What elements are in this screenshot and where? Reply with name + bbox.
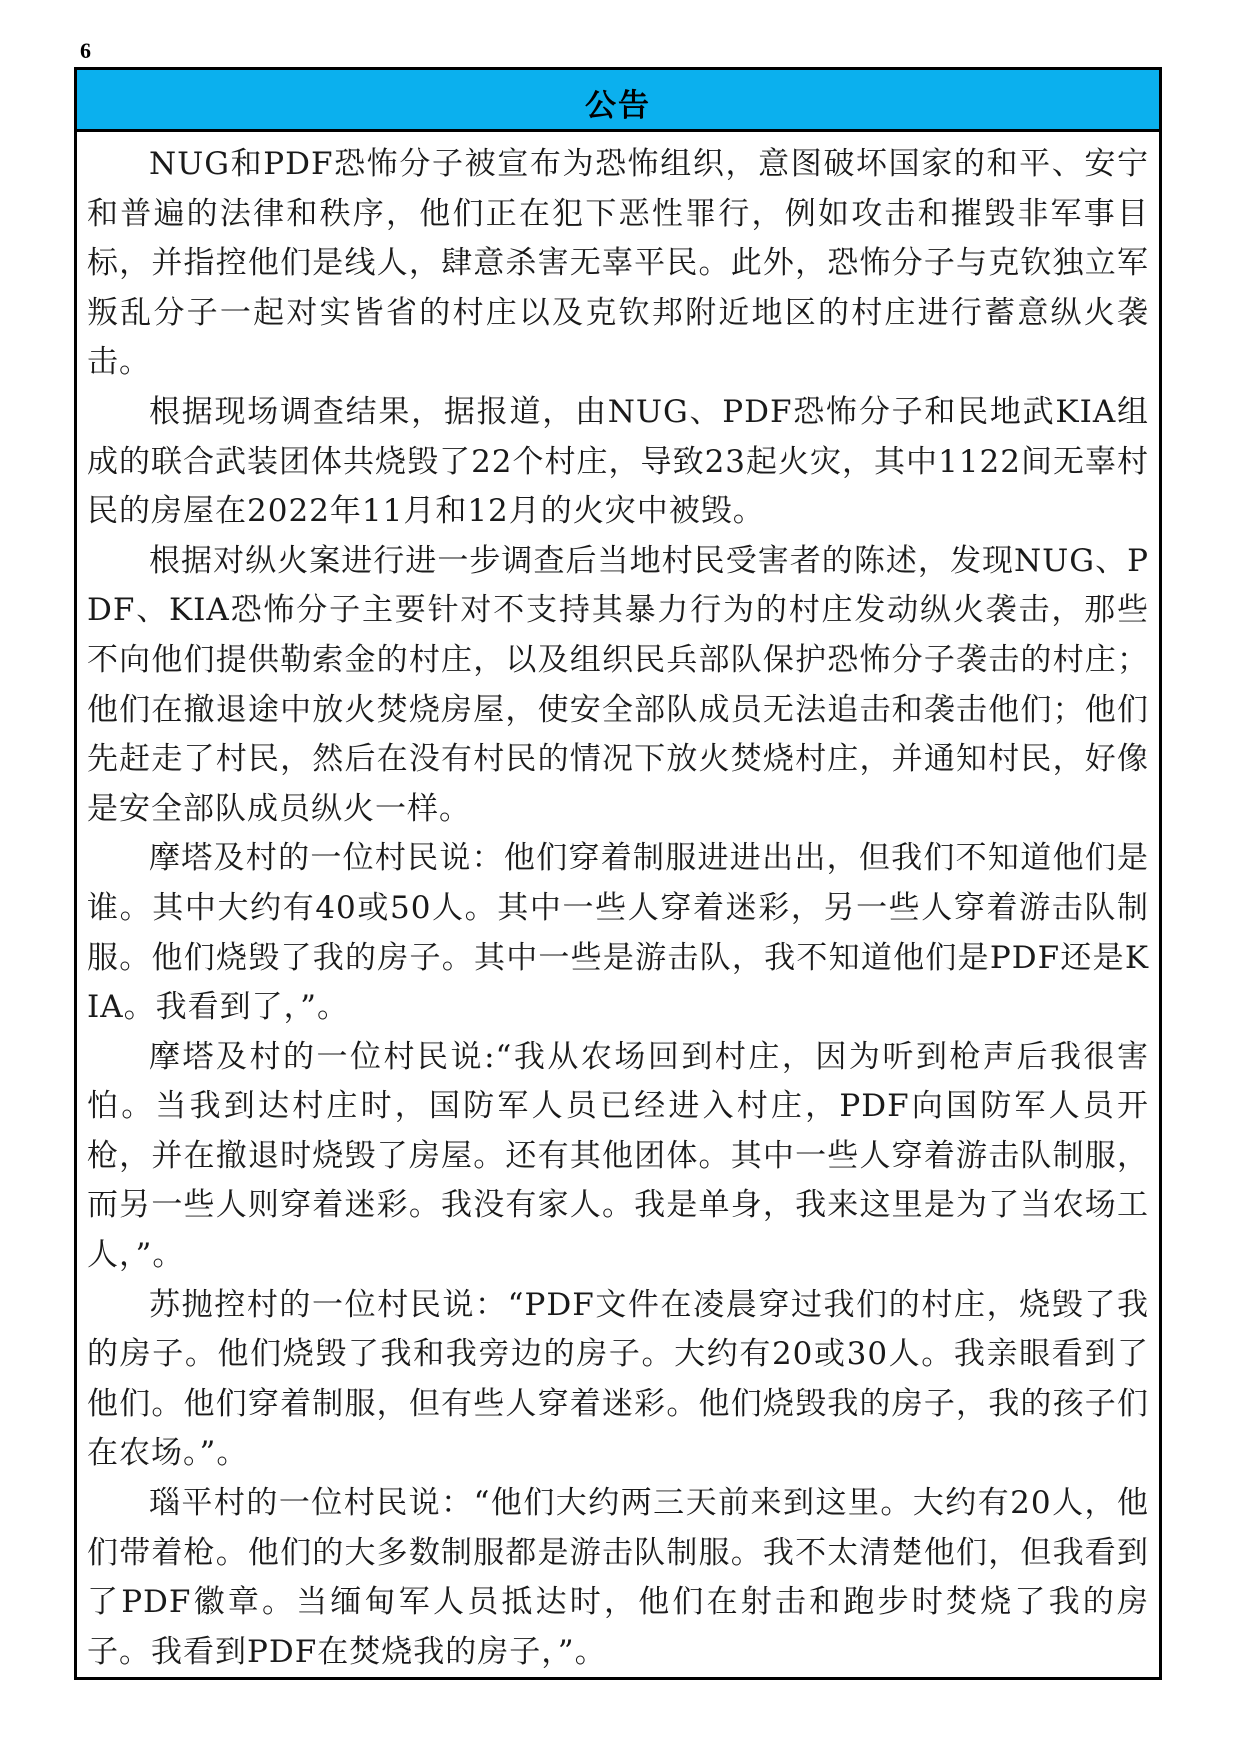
announcement-title: 公告: [585, 88, 651, 124]
paragraph: 摩塔及村的一位村民说：他们穿着制服进进出出，但我们不知道他们是谁。其中大约有40或50人。其中一些人穿着迷彩，另一些人穿着游击队制服。他们烧毁了我的房子。其中一些是游击队，我不知道他们是PDF还是KIA。我看到了，”。: [87, 840, 1149, 1026]
paragraph: NUG和PDF恐怖分子被宣布为恐怖组织，意图破坏国家的和平、安宁和普遍的法律和秩序，他们正在犯下恶性罪行，例如攻击和摧毁非军事目标，并指控他们是线人，肆意杀害无辜平民。此外，恐怖分子与克钦独立军叛乱分子一起对实皆省的村庄以及克钦邦附近地区的村庄进行蓄意纵火袭击。: [87, 146, 1149, 381]
paragraph: 苏抛控村的一位村民说：“PDF文件在凌晨穿过我们的村庄，烧毁了我的房子。他们烧毁了我和我旁边的房子。大约有20或30人。我亲眼看到了他们。他们穿着制服，但有些人穿着迷彩。他们烧毁我的房子，我的孩子们在农场。”。: [87, 1286, 1149, 1472]
announcement-header-bar: [77, 70, 1159, 132]
announcement-frame: [74, 67, 1162, 1680]
page-number: 6: [80, 38, 91, 63]
paragraph: 根据对纵火案进行进一步调查后当地村民受害者的陈述，发现NUG、PDF、KIA恐怖分子主要针对不支持其暴力行为的村庄发动纵火袭击，那些不向他们提供勒索金的村庄，以及组织民兵部队保护恐怖分子袭击的村庄；他们在撤退途中放火焚烧房屋，使安全部队成员无法追击和袭击他们；他们先赶走了村民，然后在没有村民的情况下放火焚烧村庄，并通知村民，好像是安全部队成员纵火一样。: [87, 542, 1149, 827]
paragraph: 瑙平村的一位村民说：“他们大约两三天前来到这里。大约有20人，他们带着枪。他们的大多数制服都是游击队制服。我不太清楚他们，但我看到了PDF徽章。当缅甸军人员抵达时，他们在射击和跑步时焚烧了我的房子。我看到PDF在焚烧我的房子，”。: [87, 1485, 1149, 1669]
paragraph: 摩塔及村的一位村民说:“我从农场回到村庄，因为听到枪声后我很害怕。当我到达村庄时，国防军人员已经进入村庄，PDF向国防军人员开枪，并在撤退时烧毁了房屋。还有其他团体。其中一些人穿着游击队制服，而另一些人则穿着迷彩。我没有家人。我是单身，我来这里是为了当农场工人，”。: [87, 1038, 1149, 1274]
announcement-body: [87, 140, 1149, 1669]
paragraph: 根据现场调查结果，据报道，由NUG、PDF恐怖分子和民地武KIA组成的联合武装团体共烧毁了22个村庄，导致23起火灾，其中1122间无辜村民的房屋在2022年11月和12月的火灾中被毁。: [87, 393, 1149, 530]
